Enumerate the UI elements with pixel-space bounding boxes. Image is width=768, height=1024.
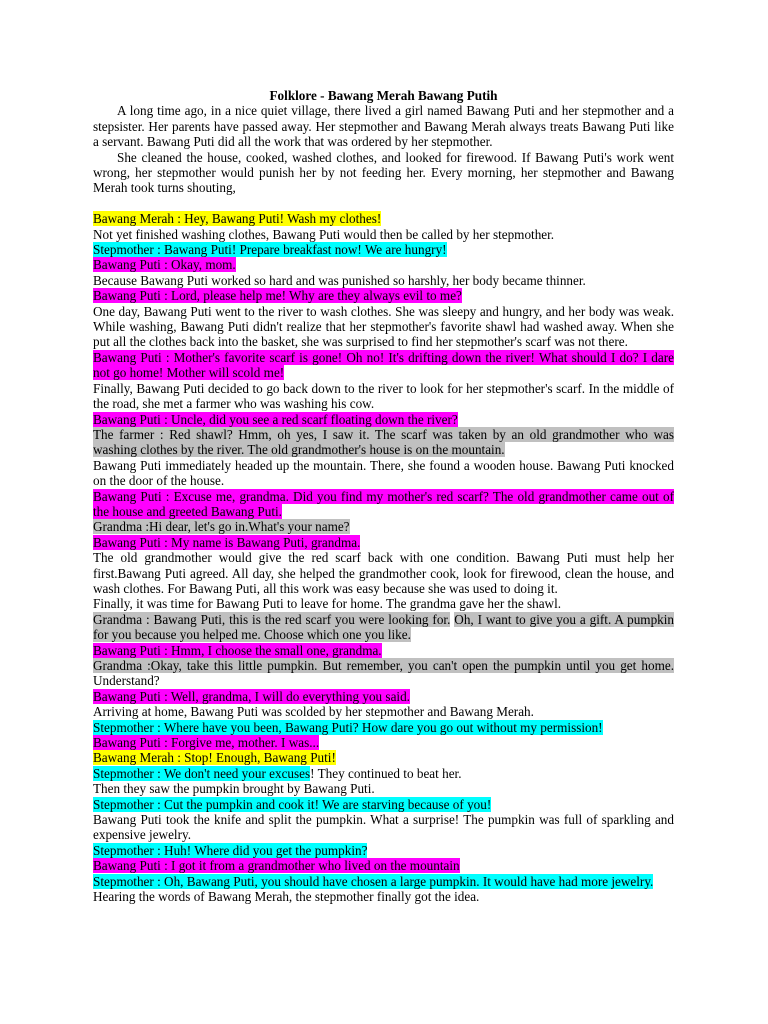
dialogue-line (93, 750, 674, 765)
dialogue-line (93, 874, 674, 889)
text-run: Understand? (93, 673, 160, 689)
story-text (93, 103, 674, 904)
text-run: Bawang Puti took the knife and split the pumpkin. What a surprise! The pumpkin was full of sparkling and expensive jewelry. (93, 812, 674, 843)
narration-paragraph (93, 273, 674, 288)
dialogue-line (93, 427, 674, 458)
text-run: Because Bawang Puti worked so hard and was punished so harshly, her body became thinner. (93, 272, 586, 288)
text-run: She cleaned the house, cooked, washed clothes, and looked for firewood. If Bawang Puti's work went wrong, her stepmother would punish her by not feeding her. Every morning, her stepmother and Bawang Merah took turns shouting, (93, 149, 674, 196)
highlight-magenta: Bawang Puti : My name is Bawang Puti, grandma. (93, 534, 361, 550)
dialogue-line (93, 720, 674, 735)
dialogue-line (93, 257, 674, 272)
highlight-cyan: Stepmother : Where have you been, Bawang Puti? How dare you go out without my permission! (93, 719, 603, 735)
text-run: Hearing the words of Bawang Merah, the stepmother finally got the idea. (93, 889, 480, 905)
text-run: A long time ago, in a nice quiet village, there lived a girl named Bawang Puti and her stepmother and a stepsister. Her parents have passed away. Her stepmother and Bawang Merah always treats Bawang Puti like a servant. Bawang Puti did all the work that was ordered by her stepmother. (93, 103, 674, 150)
dialogue-line (93, 797, 674, 812)
dialogue-line (93, 858, 674, 873)
highlight-gray: Grandma :Hi dear, let's go in.What's your name? (93, 519, 350, 535)
document-title: Folklore - Bawang Merah Bawang Putih (269, 88, 498, 103)
highlight-gray: The farmer : Red shawl? Hmm, oh yes, I saw it. The scarf was taken by an old grandmother who was washing clothes by the river. The old grandmother's house is on the mountain. (93, 426, 674, 458)
highlight-cyan: Stepmother : Oh, Bawang Puti, you should have chosen a large pumpkin. It would have had more jewelry. (93, 873, 654, 889)
dialogue-line (93, 766, 674, 781)
text-run: ! They continued to beat her. (310, 765, 462, 781)
narration-paragraph (93, 227, 674, 242)
highlight-yellow: Bawang Merah : Hey, Bawang Puti! Wash my clothes! (93, 211, 382, 227)
narration-paragraph (93, 150, 674, 196)
highlight-magenta: Bawang Puti : Forgive me, mother. I was... (93, 735, 320, 751)
narration-paragraph (93, 103, 674, 149)
dialogue-line (93, 211, 674, 226)
dialogue-line (93, 535, 674, 550)
dialogue-line (93, 412, 674, 427)
highlight-gray: Grandma : Bawang Puti, this is the red scarf you were looking for. (93, 611, 451, 627)
highlight-magenta: Bawang Puti : Well, grandma, I will do everything you said. (93, 688, 410, 704)
text-run: Bawang Puti immediately headed up the mountain. There, she found a wooden house. Bawang Puti knocked on the door of the house. (93, 457, 674, 489)
highlight-gray: Grandma :Okay, take this little pumpkin. But remember, you can't open the pumpkin until you get home. (93, 658, 674, 674)
dialogue-line (93, 489, 674, 520)
highlight-yellow: Bawang Merah : Stop! Enough, Bawang Puti! (93, 750, 336, 766)
dialogue-line (93, 350, 674, 381)
dialogue-line (93, 735, 674, 750)
text-run: One day, Bawang Puti went to the river to wash clothes. She was sleepy and hungry, and her body was weak. While washing, Bawang Puti didn't realize that her stepmother's favorite shawl had washed away. When she put all the clothes back into the basket, she was surprised to find her stepmother's scarf was not there. (93, 303, 674, 350)
dialogue-line (93, 519, 674, 534)
text-run: Arriving at home, Bawang Puti was scolded by her stepmother and Bawang Merah. (93, 704, 534, 720)
highlight-magenta: Bawang Puti : Lord, please help me! Why are they always evil to me? (93, 288, 462, 304)
narration-paragraph (93, 781, 674, 796)
narration-paragraph (93, 704, 674, 719)
highlight-cyan: Stepmother : Bawang Puti! Prepare breakfast now! We are hungry! (93, 242, 447, 258)
dialogue-line (93, 612, 674, 643)
dialogue-line (93, 288, 674, 303)
highlight-magenta: Bawang Puti : Okay, mom. (93, 257, 236, 273)
text-run: Not yet finished washing clothes, Bawang Puti would then be called by her stepmother. (93, 226, 555, 242)
highlight-magenta: Bawang Puti : Excuse me, grandma. Did you find my mother's red scarf? The old grandmother came out of the house and greeted Bawang Puti. (93, 488, 674, 519)
text-run: Then they saw the pumpkin brought by Bawang Puti. (93, 781, 375, 797)
dialogue-line (93, 843, 674, 858)
dialogue-line (93, 643, 674, 658)
highlight-magenta: Bawang Puti : Uncle, did you see a red scarf floating down the river? (93, 411, 458, 427)
highlight-cyan: Stepmother : Cut the pumpkin and cook it! We are starving because of you! (93, 796, 492, 812)
blank-line (93, 196, 674, 211)
highlight-gray: Oh, I want to give you a gift. A pumpkin for you because you helped me. Choose which one you like. (93, 611, 675, 643)
text-run: Finally, it was time for Bawang Puti to leave for home. The grandma gave her the shawl. (93, 596, 562, 612)
document-body (93, 88, 674, 905)
dialogue-line (93, 242, 674, 257)
narration-paragraph (93, 550, 674, 596)
narration-paragraph (93, 304, 674, 350)
text-run: Finally, Bawang Puti decided to go back down to the river to look for her stepmother's scarf. In the middle of the road, she met a farmer who was washing his cow. (93, 380, 674, 412)
text-run: The old grandmother would give the red scarf back with one condition. Bawang Puti must help her first.Bawang Puti agreed. All day, she helped the grandmother cook, look for firewood, clean the house, and wash clothes. For Bawang Puti, all this work was easy because she was used to doing it. (93, 550, 674, 596)
narration-paragraph (93, 889, 674, 904)
narration-paragraph (93, 381, 674, 412)
highlight-magenta: Bawang Puti : I got it from a grandmother who lived on the mountain (93, 858, 460, 874)
dialogue-line (93, 658, 674, 689)
narration-paragraph (93, 596, 674, 611)
narration-paragraph (93, 812, 674, 843)
highlight-magenta: Bawang Puti : Hmm, I choose the small one, grandma. (93, 642, 382, 658)
highlight-cyan: Stepmother : We don't need your excuses (93, 765, 311, 781)
highlight-magenta: Bawang Puti : Mother's favorite scarf is gone! Oh no! It's drifting down the river! What should I do? I dare not go home! Mother will scold me! (93, 349, 674, 381)
narration-paragraph (93, 458, 674, 489)
highlight-cyan: Stepmother : Huh! Where did you get the pumpkin? (93, 842, 368, 858)
dialogue-line (93, 689, 674, 704)
